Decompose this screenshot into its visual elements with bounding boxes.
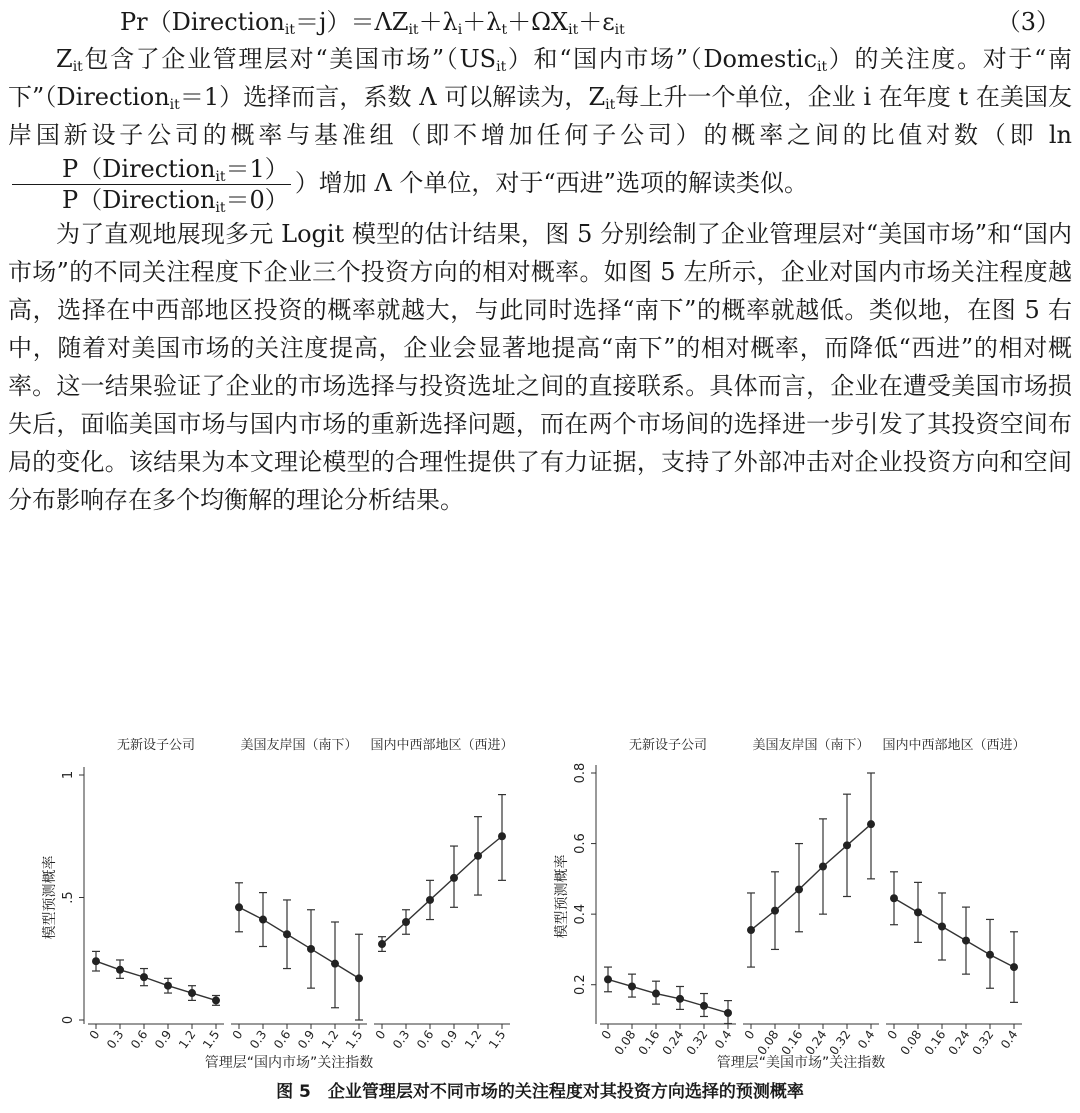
x-tick-label-1-1-2: 0.16 bbox=[778, 1027, 806, 1058]
y-tick-label-0-2: 1 bbox=[61, 770, 76, 780]
x-tick-label-0-2-3: 0.9 bbox=[438, 1027, 461, 1052]
data-point-0-2-0 bbox=[378, 940, 386, 948]
data-point-1-2-2 bbox=[938, 922, 946, 930]
data-point-0-0-2 bbox=[140, 973, 148, 981]
data-point-0-0-1 bbox=[116, 966, 124, 974]
data-point-1-1-4 bbox=[843, 841, 851, 849]
panel-title-1-0: 无新设子公司 bbox=[628, 738, 708, 753]
x-tick-label-1-0-5: 0.4 bbox=[712, 1027, 735, 1052]
x-tick-label-0-1-4: 1.2 bbox=[319, 1027, 342, 1052]
data-point-1-2-5 bbox=[1010, 963, 1018, 971]
panel-title-0-1: 美国友岸国（南下） bbox=[240, 738, 358, 753]
data-point-1-0-2 bbox=[652, 990, 660, 998]
data-point-1-1-5 bbox=[867, 820, 875, 828]
data-point-0-2-5 bbox=[498, 832, 506, 840]
data-point-0-2-3 bbox=[450, 874, 458, 882]
x-tick-label-0-0-1: 0.3 bbox=[104, 1027, 127, 1052]
data-point-1-2-1 bbox=[914, 908, 922, 916]
data-point-0-0-0 bbox=[92, 957, 100, 965]
x-tick-label-0-0-2: 0.6 bbox=[128, 1027, 151, 1052]
data-point-0-1-3 bbox=[307, 945, 315, 953]
y-axis-label-0: 模型预测概率 bbox=[42, 855, 58, 940]
data-point-0-1-2 bbox=[283, 930, 291, 938]
y-tick-label-1-2: 0.6 bbox=[573, 833, 588, 854]
data-point-1-0-4 bbox=[700, 1002, 708, 1010]
data-point-1-0-3 bbox=[676, 995, 684, 1003]
x-axis-label-1: 管理层“美国市场”关注指数 bbox=[716, 1055, 886, 1071]
data-point-0-0-3 bbox=[164, 982, 172, 990]
y-tick-label-1-1: 0.4 bbox=[573, 903, 588, 925]
data-point-0-1-4 bbox=[331, 960, 339, 968]
series-line-1-2 bbox=[894, 898, 1014, 967]
data-point-1-0-1 bbox=[628, 982, 636, 990]
x-tick-label-0-2-4: 1.2 bbox=[462, 1027, 485, 1052]
x-tick-label-1-2-5: 0.4 bbox=[998, 1027, 1021, 1052]
y-tick-label-0-1: .5 bbox=[61, 891, 76, 904]
x-tick-label-1-0-0: 0 bbox=[598, 1027, 615, 1042]
panel-title-1-2: 国内中西部地区（西进） bbox=[882, 738, 1026, 753]
y-tick-label-0-0: 0 bbox=[61, 1015, 76, 1025]
paragraph-1: $Z_{it}$包含了企业管理层对“美国市场$”(US_{it})$和“国内市场”（Domestic$_{it}$）的关注度。对于“南下”（Direction$_{it}$＝1）选择而言，系数 Λ 可以解读为，$Z_{it}$每上升一个单位，企业 i 在年度 t 在美国友岸国新设子公司的概率与基准组（即不增加任何子公司）的概率之间的比值对数（即 ln $\frac{P(Direction_{it}=1)}{P(Direction_{it}=0)}$ ）增加 Λ 个单位，对于“西进”选项的解读类似。 bbox=[8, 45, 1072, 216]
log-ratio-fraction: $\frac{P(Direction_{it}=1)}{P(Direction_{it}=0)}$ bbox=[12, 154, 291, 215]
x-tick-label-1-1-3: 0.24 bbox=[802, 1027, 830, 1058]
series-line-0-0 bbox=[96, 961, 216, 1000]
series-line-1-1 bbox=[751, 824, 871, 930]
x-tick-label-1-0-2: 0.16 bbox=[635, 1027, 663, 1058]
data-point-0-2-2 bbox=[426, 896, 434, 904]
panel-title-0-0: 无新设子公司 bbox=[116, 738, 196, 753]
x-tick-label-1-2-4: 0.32 bbox=[969, 1027, 997, 1058]
x-tick-label-1-0-4: 0.32 bbox=[683, 1027, 711, 1058]
x-tick-label-0-1-1: 0.3 bbox=[247, 1027, 270, 1052]
data-point-1-1-0 bbox=[747, 926, 755, 934]
x-tick-label-0-1-5: 1.5 bbox=[343, 1027, 366, 1052]
y-tick-label-1-3: 0.8 bbox=[573, 762, 588, 784]
paragraph-2: 为了直观地展现多元 Logit 模型的估计结果，图 5 分别绘制了企业管理层对“美国市场”和“国内市场”的不同关注程度下企业三个投资方向的相对概率。如图 5 左所示，企业对国内市场关注程度越高，选择在中西部地区投资的概率就越大，与此同时选择“南下”的概率就越低。类似地，在图 5 右中，随着对美国市场的关注度提高，企业会显著地提高“南下”的相对概率，而降低“西进”的相对概率。这一结果验证了企业的市场选择与投资选址之间的直接联系。具体而言，企业在遭受美国市场损失后，面临美国市场与国内市场的重新选择问题，而在两个市场间的选择进一步引发了其投资空间布局的变化。该结果为本文理论模型的合理性提供了有力证据，支持了外部冲击对企业投资方向和空间分布影响存在多个均衡解的理论分析结果。 bbox=[8, 220, 1072, 514]
figure-5 bbox=[0, 735, 1080, 1075]
y-tick-label-1-0: 0.2 bbox=[573, 974, 588, 996]
x-tick-label-0-2-5: 1.5 bbox=[486, 1027, 509, 1052]
data-point-0-2-4 bbox=[474, 852, 482, 860]
data-point-0-0-5 bbox=[212, 996, 220, 1004]
body-text bbox=[8, 40, 1072, 519]
x-tick-label-0-1-0: 0 bbox=[229, 1027, 246, 1042]
x-tick-label-1-1-1: 0.08 bbox=[754, 1027, 782, 1058]
data-point-1-0-0 bbox=[604, 975, 612, 983]
data-point-1-0-5 bbox=[724, 1009, 732, 1017]
x-tick-label-0-0-4: 1.2 bbox=[176, 1027, 199, 1052]
x-tick-label-1-0-1: 0.08 bbox=[611, 1027, 639, 1058]
data-point-0-1-0 bbox=[235, 903, 243, 911]
x-axis-label-0: 管理层“国内市场”关注指数 bbox=[204, 1055, 374, 1071]
series-line-0-2 bbox=[382, 836, 502, 944]
x-tick-label-1-1-0: 0 bbox=[741, 1027, 758, 1042]
panel-title-1-1: 美国友岸国（南下） bbox=[752, 738, 870, 753]
x-tick-label-0-2-0: 0 bbox=[372, 1027, 389, 1042]
y-axis-label-1: 模型预测概率 bbox=[554, 854, 570, 939]
x-tick-label-1-1-4: 0.32 bbox=[826, 1027, 854, 1058]
x-tick-label-1-2-1: 0.08 bbox=[897, 1027, 925, 1058]
panel-title-0-2: 国内中西部地区（西进） bbox=[370, 738, 514, 753]
data-point-0-1-5 bbox=[355, 974, 363, 982]
data-point-1-1-1 bbox=[771, 907, 779, 915]
x-tick-label-0-0-0: 0 bbox=[86, 1027, 103, 1042]
data-point-0-0-4 bbox=[188, 989, 196, 997]
x-tick-label-1-2-0: 0 bbox=[884, 1027, 901, 1042]
data-point-1-2-0 bbox=[890, 894, 898, 902]
x-tick-label-1-0-3: 0.24 bbox=[659, 1027, 687, 1058]
x-tick-label-1-2-3: 0.24 bbox=[945, 1027, 973, 1058]
figure-caption: 图 5 企业管理层对不同市场的关注程度对其投资方向选择的预测概率 bbox=[276, 1082, 804, 1102]
data-point-0-1-1 bbox=[259, 916, 267, 924]
x-tick-label-0-2-2: 0.6 bbox=[414, 1027, 437, 1052]
x-tick-label-1-2-2: 0.16 bbox=[921, 1027, 949, 1058]
data-point-1-1-2 bbox=[795, 885, 803, 893]
data-point-1-2-3 bbox=[962, 937, 970, 945]
x-tick-label-0-0-3: 0.9 bbox=[152, 1027, 175, 1052]
x-tick-label-0-0-5: 1.5 bbox=[200, 1027, 223, 1052]
data-point-0-2-1 bbox=[402, 918, 410, 926]
equation-3: $Pr(Direction_{it}=j)=\Lambda Z_{it}+\lambda_i+\lambda_t+\Omega X_{it}+\varepsilon_{it}$ （3） bbox=[120, 2, 1020, 37]
series-line-0-1 bbox=[239, 907, 359, 978]
x-tick-label-0-1-2: 0.6 bbox=[271, 1027, 294, 1052]
x-tick-label-0-2-1: 0.3 bbox=[390, 1027, 413, 1052]
equation-number: （3） bbox=[996, 8, 1060, 36]
data-point-1-1-3 bbox=[819, 863, 827, 871]
series-line-1-0 bbox=[608, 979, 728, 1013]
x-tick-label-1-1-5: 0.4 bbox=[855, 1027, 878, 1052]
data-point-1-2-4 bbox=[986, 951, 994, 959]
x-tick-label-0-1-3: 0.9 bbox=[295, 1027, 318, 1052]
